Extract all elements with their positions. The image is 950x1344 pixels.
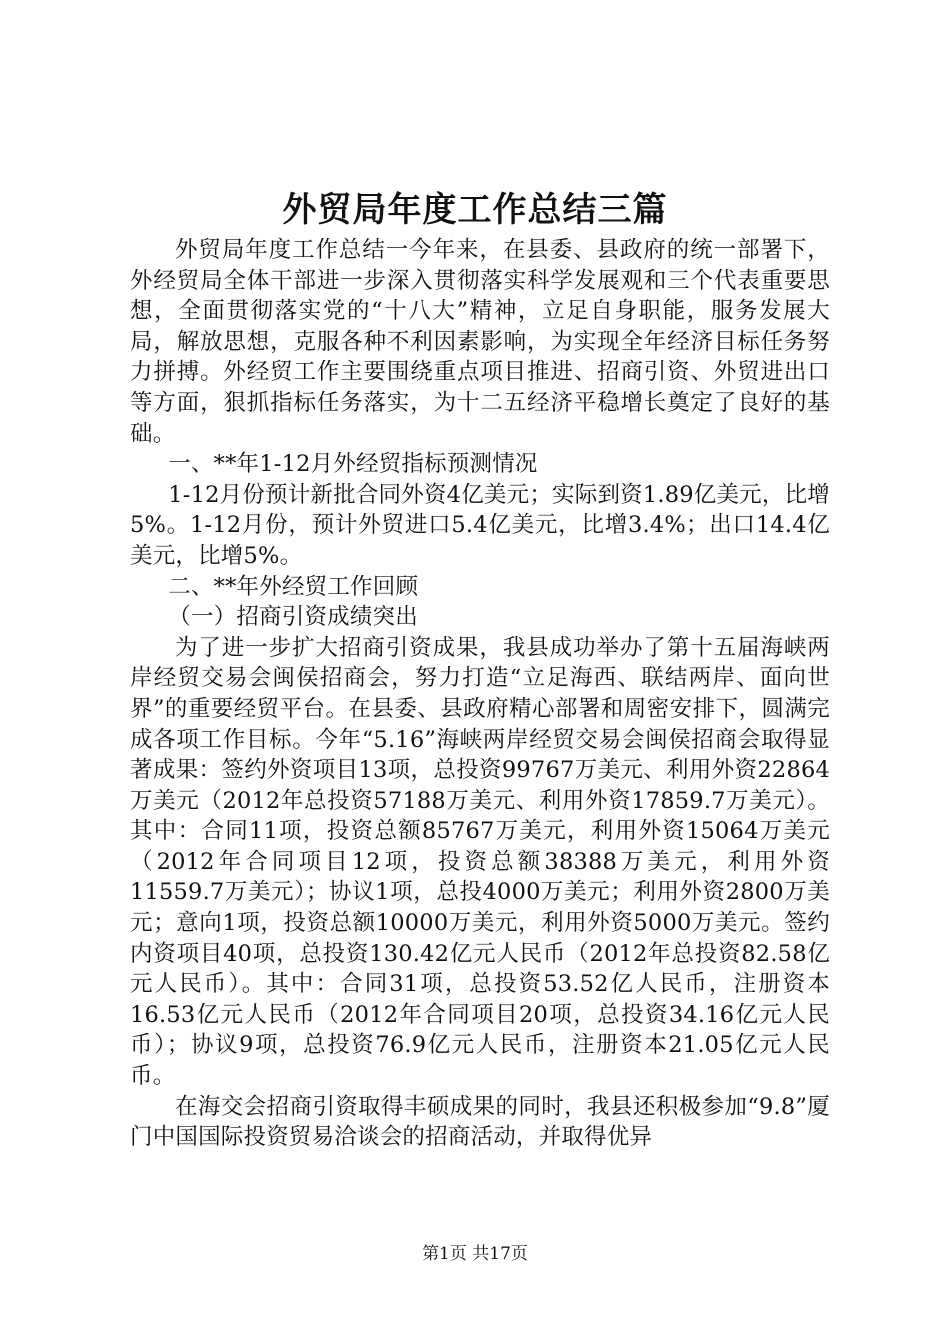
trade-fair-paragraph: 在海交会招商引资取得丰硕成果的同时，我县还积极参加“9.8”厦门中国国际投资贸易洽谈会的招商活动，并取得优异	[130, 1093, 830, 1151]
subsection-heading-1: （一）招商引资成绩突出	[168, 604, 418, 631]
intro-paragraph: 外贸局年度工作总结一今年来，在县委、县政府的统一部署下，外经贸局全体干部进一步深入贯彻落实科学发展观和三个代表重要思想，全面贯彻落实党的“十八大”精神，立足自身职能，服务发展大局，解放思想，克服各种不利因素影响，为实现全年经济目标任务努力拼搏。外经贸工作主要围绕重点项目推进、招商引资、外贸进出口等方面，狠抓指标任务落实，为十二五经济平稳增长奠定了良好的基础。	[130, 237, 830, 447]
section-heading-1: 一、**年1-12月外经贸指标预测情况	[168, 451, 538, 478]
document-title: 外贸局年度工作总结三篇	[282, 190, 668, 230]
page-number: 第1页 共17页	[422, 1244, 528, 1264]
forecast-paragraph: 1-12月份预计新批合同外资4亿美元；实际到资1.89亿美元，比增5%。1-12月份，预计外贸进口5.4亿美元，比增3.4%；出口14.4亿美元，比增5%。	[130, 481, 830, 569]
section-heading-2: 二、**年外经贸工作回顾	[168, 573, 419, 600]
investment-paragraph: 为了进一步扩大招商引资成果，我县成功举办了第十五届海峡两岸经贸交易会闽侯招商会，努力打造“立足海西、联结两岸、面向世界”的重要经贸平台。在县委、县政府精心部署和周密安排下，圆满完成各项工作目标。今年“5.16”海峡两岸经贸交易会闽侯招商会取得显著成果：签约外资项目13项，总投资99767万美元、利用外资22864万美元（2012年总投资57188万美元、利用外资17859.7万美元）。其中：合同11项，投资总额85767万美元，利用外资15064万美元（2012年合同项目12项，投资总额38388万美元，利用外资11559.7万美元）；协议1项，总投4000万美元；利用外资2800万美元；意向1项，投资总额10000万美元，利用外资5000万美元。签约内资项目40项，总投资130.42亿元人民币（2012年总投资82.58亿元人民币）。其中：合同31项，总投资53.52亿人民币，注册资本16.53亿元人民币（2012年合同项目20项，总投资34.16亿元人民币）；协议9项，总投资76.9亿元人民币，注册资本21.05亿元人民币。	[130, 634, 830, 1090]
document-body	[130, 235, 830, 1153]
